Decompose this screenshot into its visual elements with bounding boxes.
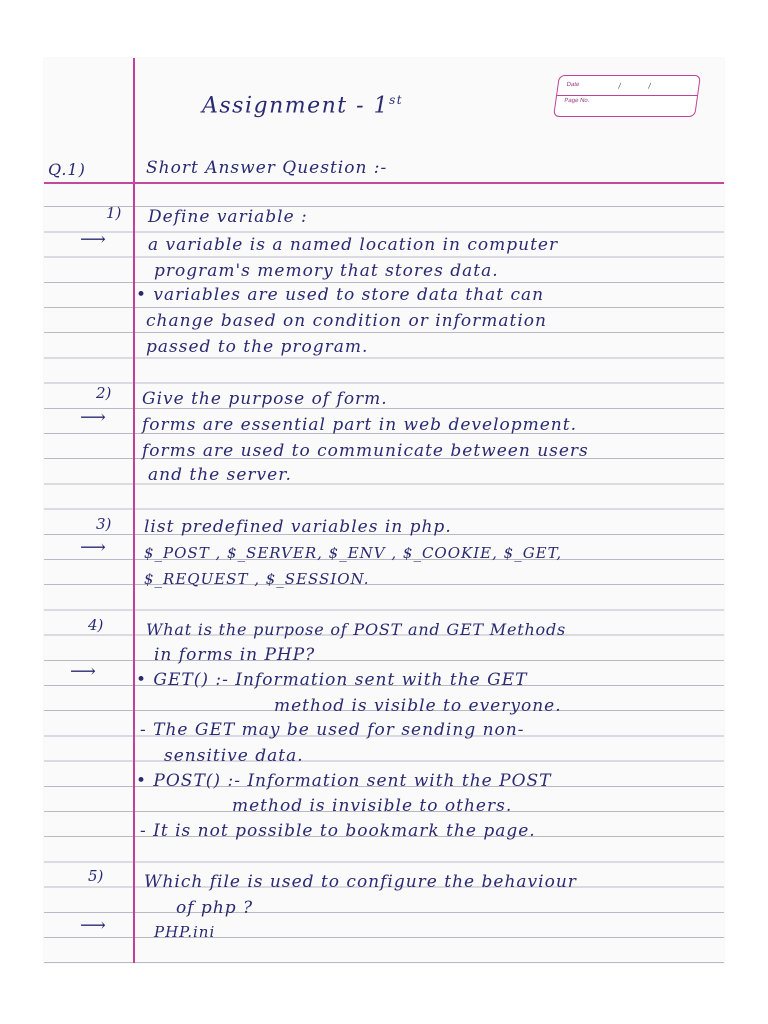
question-number: 1)	[106, 204, 122, 222]
section-heading: Short Answer Question :-	[146, 158, 388, 178]
answer-line: program's memory that stores data.	[154, 261, 499, 281]
arrow-icon: ⟶	[70, 661, 96, 682]
assignment-title: Assignment - 1st	[202, 93, 404, 119]
margin-line	[133, 58, 135, 963]
answer-line: forms are used to communicate between users	[142, 441, 589, 461]
answer-line: and the server.	[148, 465, 292, 485]
question-text-cont: in forms in PHP?	[154, 645, 316, 665]
question-number: 4)	[88, 616, 104, 634]
answer-line: passed to the program.	[146, 337, 369, 357]
question-text: Define variable :	[148, 207, 308, 227]
answer-line: change based on condition or information	[146, 311, 547, 331]
question-number: 2)	[96, 384, 112, 402]
question-text: list predefined variables in php.	[144, 517, 452, 537]
answer-line: method is visible to everyone.	[274, 696, 562, 716]
question-number: 3)	[96, 515, 112, 533]
answer-line: sensitive data.	[164, 746, 304, 766]
arrow-icon: ⟶	[80, 229, 106, 250]
answer-line: • GET() :- Information sent with the GET	[136, 670, 528, 690]
answer-line: PHP.ini	[154, 923, 216, 941]
question-text: Give the purpose of form.	[142, 389, 388, 409]
arrow-icon: ⟶	[80, 407, 106, 428]
date-label: Date	[566, 82, 580, 88]
arrow-icon: ⟶	[80, 915, 106, 936]
question-text: Which file is used to configure the behaviour	[144, 872, 577, 892]
answer-line: • variables are used to store data that can	[136, 285, 545, 305]
answer-line: $_REQUEST , $_SESSION.	[144, 570, 370, 588]
question-text: What is the purpose of POST and GET Methods	[146, 620, 567, 639]
answer-line: forms are essential part in web development.	[142, 415, 577, 435]
answer-line: • POST() :- Information sent with the POST	[136, 771, 552, 791]
answer-line: $_POST , $_SERVER, $_ENV , $_COOKIE, $_GET,	[144, 544, 563, 562]
page-number-label: Page No.	[563, 98, 590, 104]
notebook-page	[44, 58, 724, 963]
answer-line: a variable is a named location in computer	[148, 235, 559, 255]
question-text-cont: of php ?	[176, 898, 254, 918]
date-page-box: Date / / Page No.	[553, 75, 701, 117]
arrow-icon: ⟶	[80, 537, 106, 558]
answer-line: - The GET may be used for sending non-	[140, 720, 525, 740]
section-marker: Q.1)	[48, 160, 86, 179]
answer-line: - It is not possible to bookmark the page.	[140, 821, 536, 841]
header-rule	[44, 182, 724, 184]
question-number: 5)	[88, 867, 104, 885]
answer-line: method is invisible to others.	[232, 796, 513, 816]
